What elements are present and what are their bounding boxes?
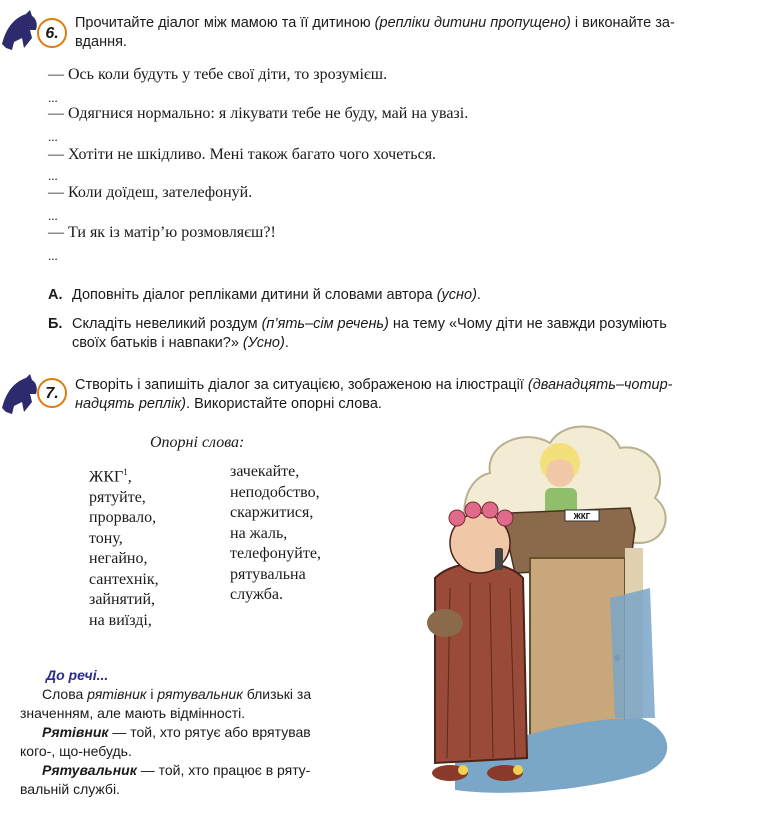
- note-definition: Рятівник — той, хто рятує або врятував: [42, 724, 311, 740]
- word-item: неподобство,: [230, 483, 320, 501]
- word-item: рятувальна: [230, 565, 306, 583]
- ellipsis: ...: [48, 208, 58, 223]
- words-title: Опорні слова:: [150, 434, 245, 451]
- note-paragraph-cont: значенням, але мають відмінності.: [20, 705, 246, 721]
- word-item: телефонуйте,: [230, 545, 321, 562]
- word-item: скаржитися,: [230, 504, 314, 521]
- word-item: на жаль,: [230, 524, 288, 542]
- note-box: [20, 666, 345, 799]
- note-definition-cont: кого-, що-небудь.: [20, 743, 132, 759]
- ellipsis: ...: [48, 168, 58, 183]
- word-item: зачекайте,: [230, 463, 300, 480]
- task-6-badge: [0, 8, 70, 52]
- word-item: на виїзді,: [89, 611, 152, 629]
- note-paragraph: Слова рятівник і рятувальник близькі за: [42, 686, 312, 702]
- task-number: 6.: [37, 18, 67, 48]
- note-title: До речі...: [46, 667, 109, 683]
- sign-text: ЖКГ: [573, 512, 591, 521]
- task-7-instruction: Створіть і запишіть діалог за ситуацією, зображеною на ілюстрації (дванадцять–чотир- надцять реплік). Використайте опорні слова.: [75, 377, 673, 412]
- water-stream: [610, 588, 655, 718]
- task-number: 7.: [37, 378, 67, 408]
- ellipsis: ...: [48, 248, 58, 263]
- words-column-1: [89, 462, 159, 631]
- subtask-b: Б. Складіть невеликий роздум (п’ять–сім речень) на тему «Чому діти не завжди розуміють своїх батьків і навпаки?» (Усно).: [48, 316, 667, 351]
- task-6-instruction: Прочитайте діалог між мамою та її дитиною (репліки дитини пропущено) і виконайте за- вдання.: [75, 15, 675, 50]
- word-item: тону,: [89, 529, 123, 547]
- word-item: негайно,: [89, 550, 148, 568]
- ellipsis: ...: [48, 90, 58, 105]
- note-definition-cont: вальній службі.: [20, 781, 120, 797]
- note-definition: Рятувальник — той, хто працює в рятy-: [42, 762, 311, 778]
- dialogue-line: — Ось коли будуть у тебе свої діти, то зрозумієш.: [48, 66, 388, 83]
- word-item: ЖКГ$^1$,: [89, 467, 132, 486]
- ellipsis: ...: [48, 129, 58, 144]
- task-7-badge: [0, 372, 70, 416]
- illustration: [395, 418, 695, 813]
- words-column-2: [230, 462, 321, 606]
- word-item: рятуйте,: [89, 488, 146, 506]
- dialogue-line: — Одягнися нормально: я лікувати тебе не буду, май на увазі.: [48, 105, 469, 122]
- word-item: служба.: [230, 586, 283, 603]
- dialogue-line: — Ти як із матір’ю розмовляєш?!: [48, 224, 276, 241]
- word-item: зайнятий,: [89, 591, 156, 609]
- word-item: сантехнік,: [89, 570, 159, 588]
- dialogue-line: — Коли доїдеш, зателефонуй.: [48, 184, 253, 201]
- phone: [495, 548, 503, 570]
- subtask-a: А. Доповніть діалог репліками дитини й словами автора (усно).: [48, 287, 481, 303]
- word-item: прорвало,: [89, 509, 157, 527]
- dialogue-line: — Хотіти не шкідливо. Мені також багато чого хочеться.: [48, 146, 437, 163]
- puppy: [427, 609, 463, 637]
